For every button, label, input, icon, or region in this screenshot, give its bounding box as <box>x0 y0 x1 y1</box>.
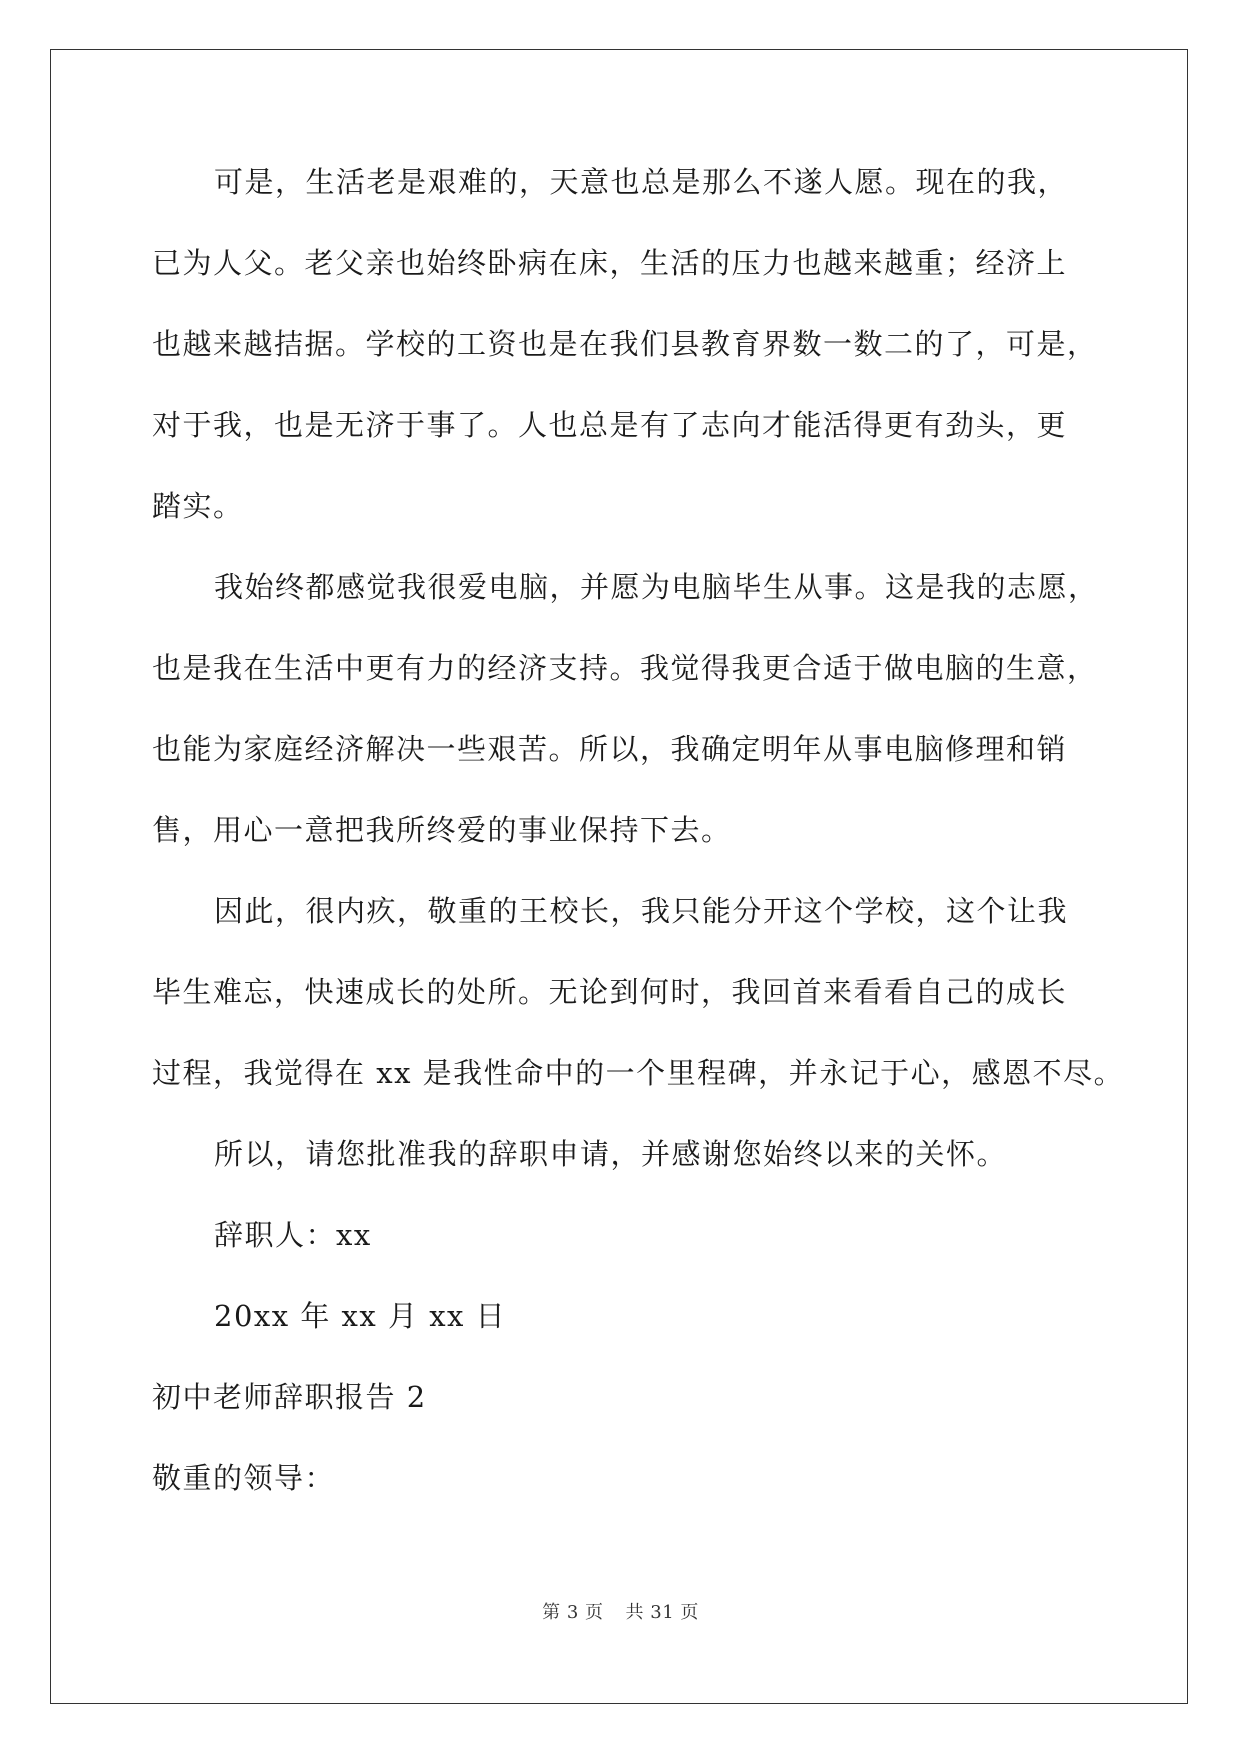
paragraph-line: 毕生难忘，快速成长的处所。无论到何时，我回首来看看自己的成长 <box>152 975 1068 1009</box>
closing-sentence: 所以，请您批准我的辞职申请，并感谢您始终以来的关怀。 <box>214 1137 1008 1171</box>
page-footer <box>0 1598 1241 1624</box>
paragraph-line: 过程，我觉得在 xx 是我性命中的一个里程碑，并永记于心，感恩不尽。 <box>152 1056 1125 1090</box>
paragraph-1 <box>152 142 1112 547</box>
salutation: 敬重的领导： <box>152 1461 336 1495</box>
document-body <box>152 142 1125 1519</box>
paragraph-line: 售，用心一意把我所终爱的事业保持下去。 <box>152 813 732 847</box>
paragraph-line: 也能为家庭经济解决一些艰苦。所以，我确定明年从事电脑修理和销 <box>152 732 1068 766</box>
paragraph-2 <box>152 547 1112 871</box>
signature: 辞职人：xx <box>214 1218 372 1252</box>
section-title: 初中老师辞职报告 2 <box>152 1380 427 1414</box>
paragraph-line: 踏实。 <box>152 489 244 523</box>
paragraph-line: 已为人父。老父亲也始终卧病在床，生活的压力也越来越重；经济上 <box>152 246 1068 280</box>
paragraph-line: 也越来越拮据。学校的工资也是在我们县教育界数一数二的了，可是， <box>152 327 1098 361</box>
paragraph-line: 因此，很内疚，敬重的王校长，我只能分开这个学校，这个让我 <box>214 894 1069 928</box>
paragraph-line: 可是，生活老是艰难的，天意也总是那么不遂人愿。现在的我， <box>214 165 1069 199</box>
paragraph-line: 对于我，也是无济于事了。人也总是有了志向才能活得更有劲头，更 <box>152 408 1068 442</box>
paragraph-3 <box>152 871 1125 1114</box>
paragraph-line: 也是我在生活中更有力的经济支持。我觉得我更合适于做电脑的生意， <box>152 651 1098 685</box>
date: 20xx 年 xx 月 xx 日 <box>214 1299 507 1333</box>
page-total: 共 31 页 <box>625 1602 699 1623</box>
paragraph-line: 我始终都感觉我很爱电脑，并愿为电脑毕生从事。这是我的志愿， <box>214 570 1099 604</box>
page-number: 第 3 页 <box>542 1602 604 1623</box>
